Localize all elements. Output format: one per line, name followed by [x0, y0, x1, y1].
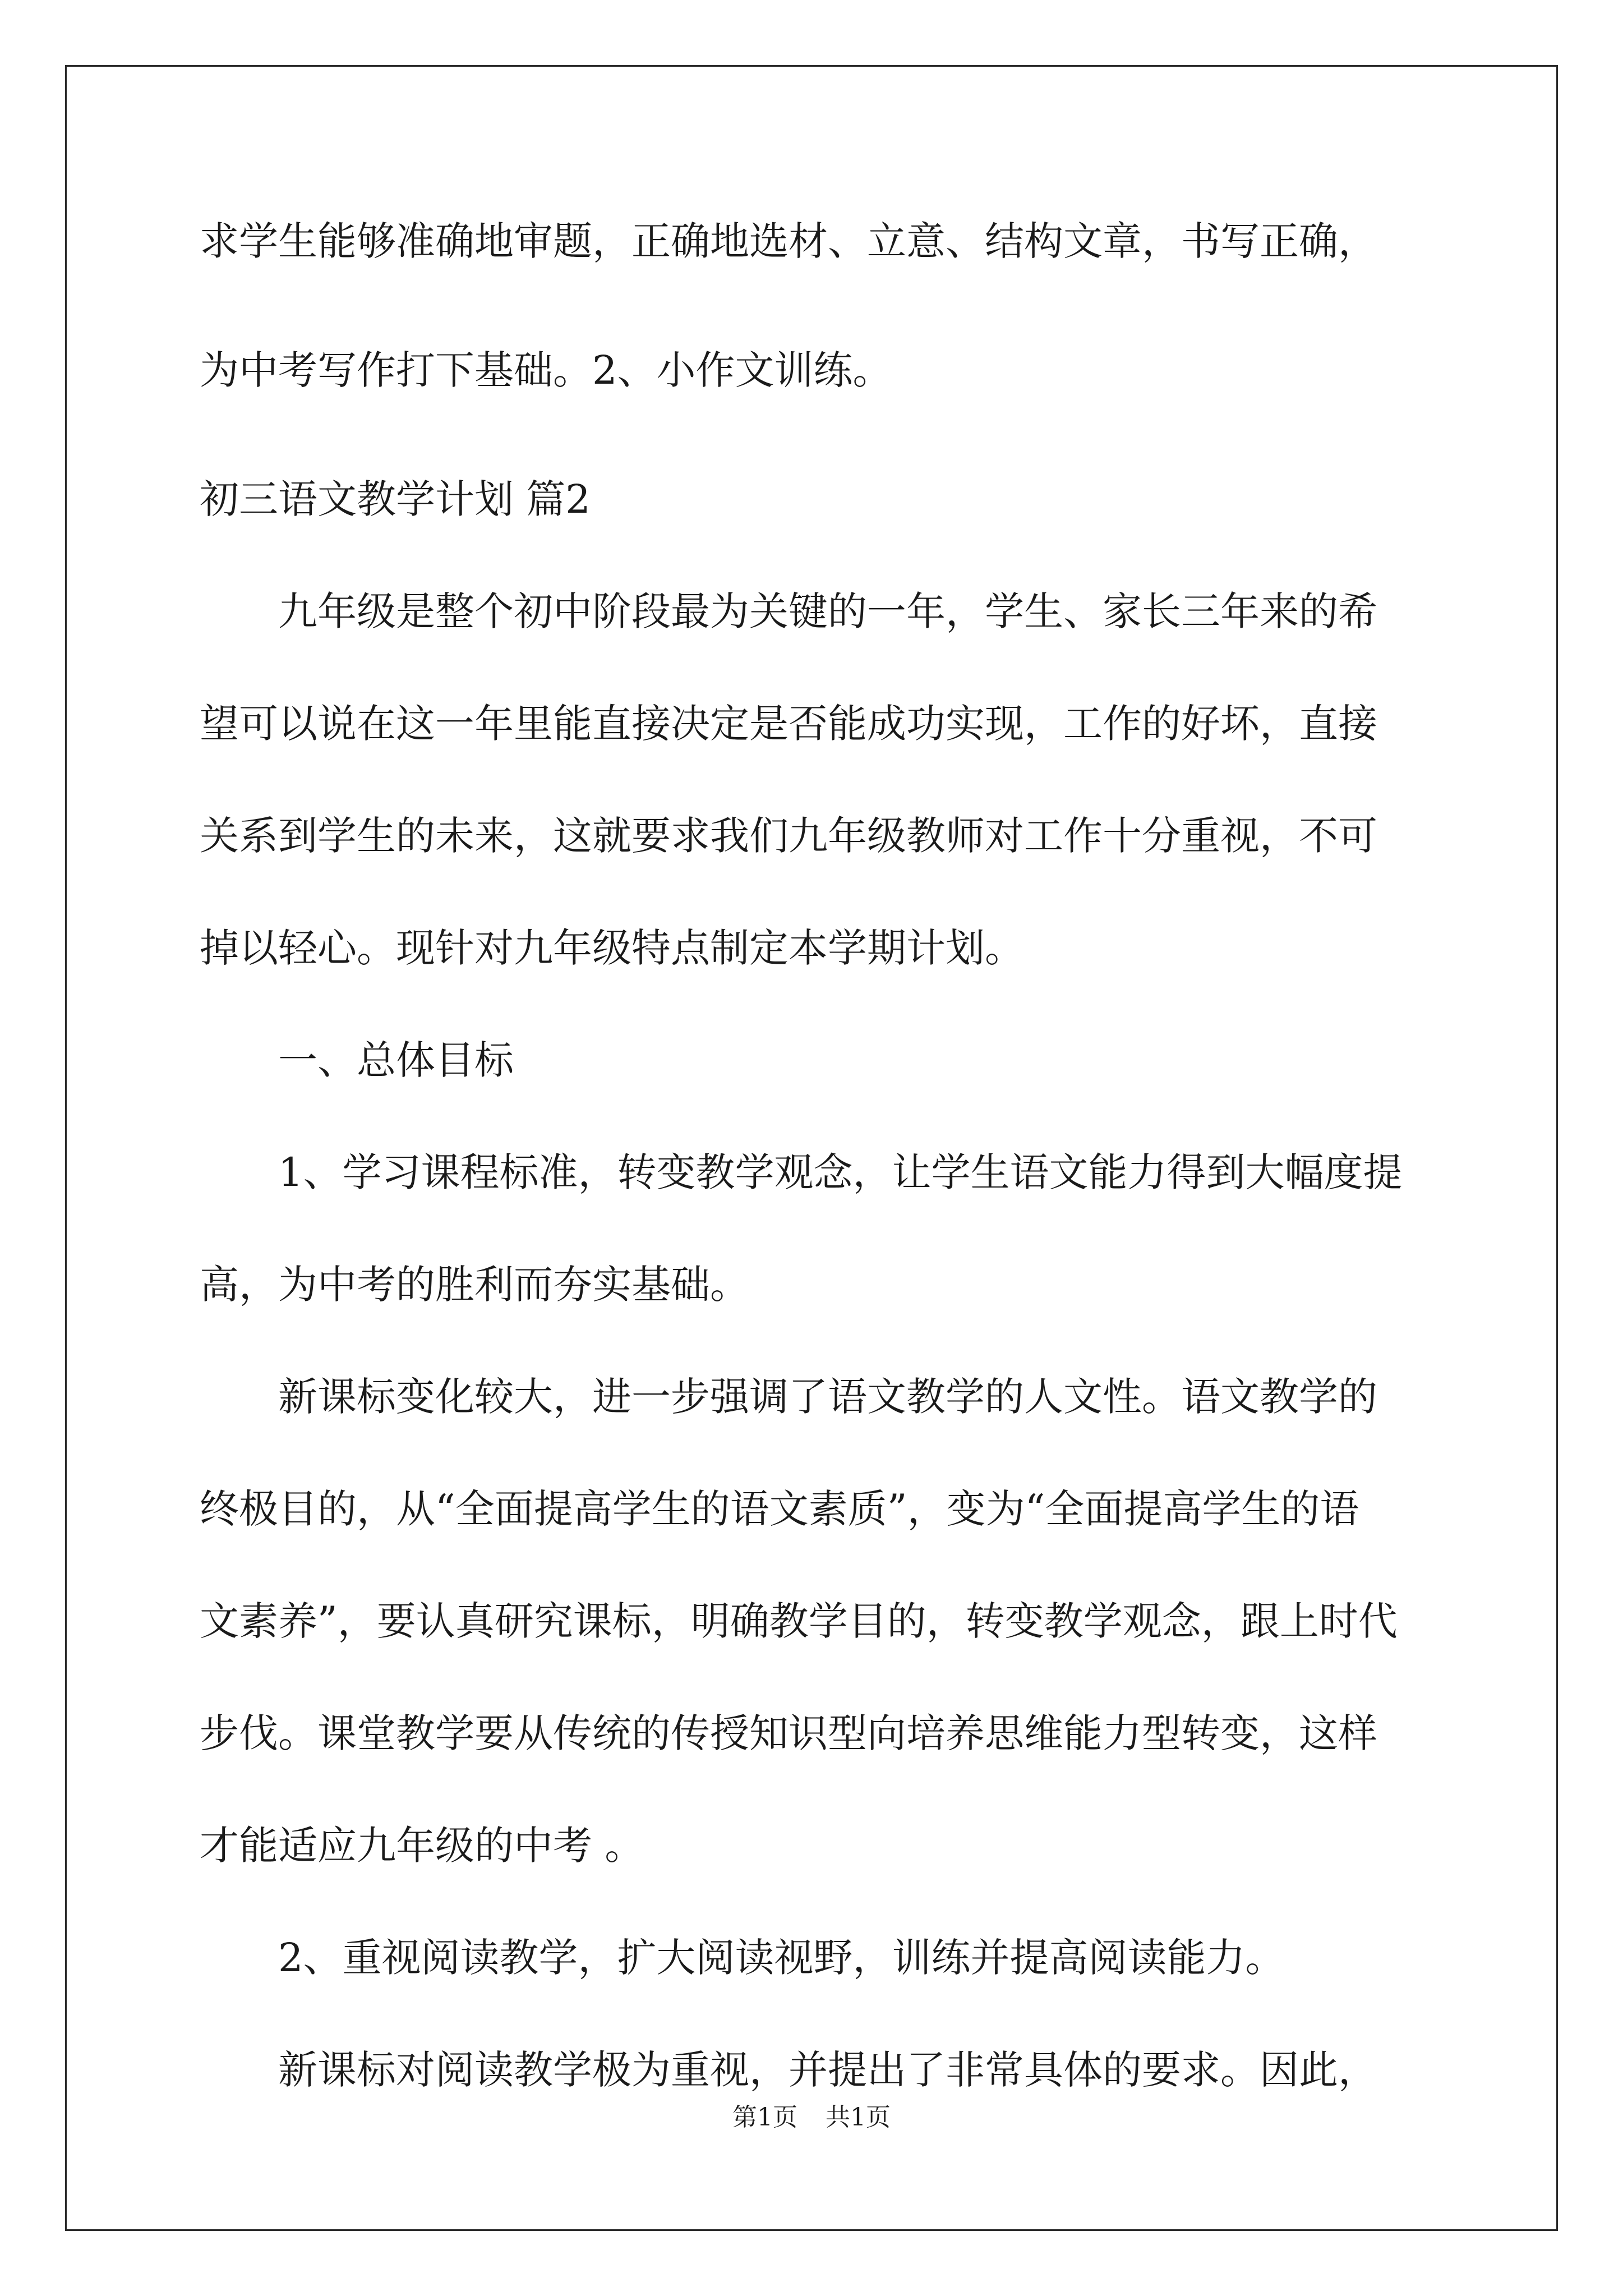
section-heading: 初三语文教学计划 篇2 — [200, 476, 591, 522]
page-total: 共1页 — [826, 2103, 891, 2132]
paragraph-line: 才能适应九年级的中考 。 — [200, 1823, 644, 1869]
paragraph-line: 步伐。课堂教学要从传统的传授知识型向培养思维能力型转变，这样 — [200, 1710, 1377, 1756]
subheading: 一、总体目标 — [278, 1037, 514, 1083]
page-footer — [0, 2101, 1623, 2134]
paragraph-line: 高，为中考的胜利而夯实基础。 — [200, 1262, 749, 1308]
paragraph-line: 新课标变化较大，进一步强调了语文教学的人文性。语文教学的 — [278, 1374, 1377, 1420]
paragraph-line: 2、重视阅读教学，扩大阅读视野，训练并提高阅读能力。 — [278, 1935, 1285, 1981]
paragraph-line: 新课标对阅读教学极为重视，并提出了非常具体的要求。因此， — [278, 2047, 1377, 2093]
paragraph-line: 关系到学生的未来，这就要求我们九年级教师对工作十分重视，不可 — [200, 813, 1377, 859]
page-number: 第1页 — [732, 2103, 797, 2132]
paragraph-line: 望可以说在这一年里能直接决定是否能成功实现，工作的好坏，直接 — [200, 701, 1377, 747]
paragraph-line: 文素养”，要认真研究课标，明确教学目的，转变教学观念，跟上时代 — [200, 1598, 1398, 1644]
paragraph-line: 掉以轻心。现针对九年级特点制定本学期计划。 — [200, 925, 1024, 971]
text-line: 求学生能够准确地审题，正确地选材、立意、结构文章，书写正确， — [200, 218, 1377, 264]
paragraph-line: 九年级是整个初中阶段最为关键的一年，学生、家长三年来的希 — [278, 588, 1377, 634]
paragraph-line: 终极目的，从“全面提高学生的语文素质”，变为“全面提高学生的语 — [200, 1486, 1359, 1532]
paragraph-line: 1、学习课程标准，转变教学观念，让学生语文能力得到大幅度提 — [278, 1149, 1403, 1195]
text-line: 为中考写作打下基础。2、小作文训练。 — [200, 347, 892, 393]
